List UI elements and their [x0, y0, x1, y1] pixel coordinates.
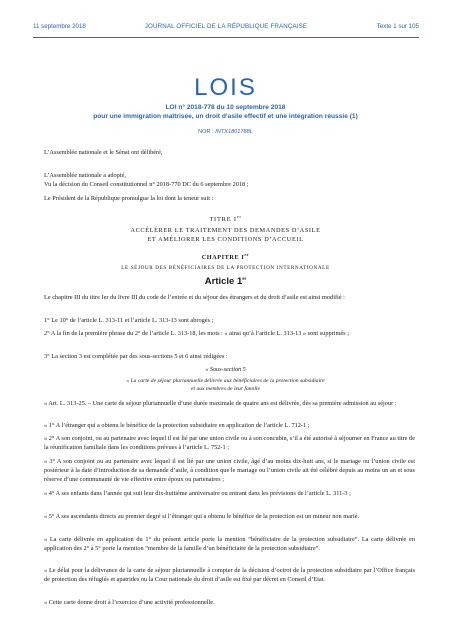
art-l313-25-item-2: « 2° A son conjoint, ou au partenaire avec lequel il est lié par une union civile ou à son concubin, s’il a été autorisé à séjourner en France au titre de la réunification familiale dans les conditions prévues à l’article L. 752-1 ;: [44, 435, 415, 452]
sous-section-title-line2: et aux membres de leur famille: [191, 386, 260, 393]
card-mention-paragraph: « La carte délivrée en application du 1° du présent article porte la mention “bénéficiaire de la protection subsidiaire”. La carte délivrée en application des 2° à 5° porte la mention “membre de la famille d’un bénéficiaire de la protection subsidiaire”.: [44, 536, 415, 553]
art-l313-25: « Art. L. 313-25. – Une carte de séjour pluriannuelle d’une durée maximale de quatre ans est délivrée, dès sa première admission au séjour :: [44, 400, 397, 407]
art-l313-25-item-5: « 5° A ses ascendants directs au premier degré si l’étranger qui a obtenu le bénéfice de la protection est un mineur non marié.: [44, 513, 360, 520]
page-header: [33, 23, 419, 35]
article-item-2: 2° A la fin de la première phrase du 2° de l’article L. 313-18, les mots : « ainsi qu’à l’article L. 313-13 » sont supprimés ;: [44, 330, 349, 337]
header-page-counter: Texte 1 sur 105: [376, 23, 419, 30]
article-heading: Article 1er: [204, 275, 247, 287]
sous-section-label: « Sous-section 5: [205, 366, 246, 373]
header-date: 11 septembre 2018: [33, 23, 86, 30]
preamble-decision: Vu la décision du Conseil constitutionnel n° 2018-770 DC du 6 septembre 2018 ;: [44, 181, 249, 188]
preamble-promulgation: Le Président de la République promulgue la loi dont la teneur suit :: [44, 195, 214, 202]
nor-reference: [0, 129, 451, 135]
header-divider: [33, 37, 419, 38]
section-title: LOIS: [194, 74, 257, 101]
art-l313-25-item-3: « 3° A son conjoint ou au partenaire avec lequel il est lié par une union civile, âgé d’au moins dix-huit ans, si le mariage ou l’union civile est postérieur à la date d’introduction de sa demande d’asile, à condition que le mariage ou l’union civile ait été célébré depuis au moins un an et sous réserve d’une communauté de vie effective entre époux ou partenaires ;: [44, 458, 415, 484]
nor-code: INTX1801788L: [215, 129, 253, 135]
nor-label: NOR :: [198, 129, 216, 135]
law-title-line1: LOI n° 2018-778 du 10 septembre 2018: [165, 104, 286, 111]
sous-section-title: [100, 377, 351, 394]
law-title: [40, 104, 411, 122]
preamble-adoption: L’Assemblée nationale a adopté,: [44, 172, 126, 179]
article-item-3: 3° La section 3 est complétée par des sous-sections 5 et 6 ainsi rédigées :: [44, 353, 228, 360]
titre-heading: [0, 226, 451, 244]
sous-section-title-line1: « La carte de séjour pluriannuelle délivrée aux bénéficiaires de la protection subsidiaire: [126, 378, 325, 384]
article-intro: Le chapitre III du titre Ier du livre III du code de l’entrée et du séjour des étrangers et du droit d’asile est ainsi modifié :: [44, 294, 345, 301]
chapitre-label: CHAPITRE Ier: [201, 251, 250, 261]
titre-label: TITRE Ier: [209, 213, 242, 223]
art-l313-25-item-4: « 4° A ses enfants dans l’année qui suit leur dix-huitième anniversaire ou entrant dans les prévisions de l’article L. 311-3 ;: [44, 490, 351, 497]
card-work-right-paragraph: « Cette carte donne droit à l’exercice d’une activité professionnelle.: [44, 599, 215, 606]
law-title-line2: pour une immigration maîtrisée, un droit d’asile effectif et une intégration réussie (1): [93, 112, 358, 120]
chapitre-subtitle: LE SÉJOUR DES BÉNÉFICIAIRES DE LA PROTECTION INTERNATIONALE: [121, 265, 330, 271]
art-l313-25-item-1: « 1° A l’étranger qui a obtenu le bénéfice de la protection subsidiaire en application de l’article L. 712-1 ;: [44, 422, 310, 429]
header-journal-title: JOURNAL OFFICIEL DE LA RÉPUBLIQUE FRANÇAISE: [144, 23, 308, 30]
titre-heading-line1: ACCÉLÉRER LE TRAITEMENT DES DEMANDES D’ASILE: [130, 227, 321, 234]
article-item-1: 1° Le 10° de l’article L. 313-11 et l’article L. 313-13 sont abrogés ;: [44, 317, 214, 324]
preamble-deliberation: L’Assemblée nationale et le Sénat ont délibéré,: [44, 149, 163, 156]
titre-heading-line2: ET AMÉLIORER LES CONDITIONS D’ACCUEIL: [147, 236, 304, 243]
card-delay-paragraph: « Le délai pour la délivrance de la carte de séjour pluriannuelle à compter de la décision d’octroi de la protection subsidiaire par l’Office français de protection des réfugiés et apatrides ou la Cour nationale du droit d’asile est fixé par décret en Conseil d’Etat.: [44, 567, 415, 584]
